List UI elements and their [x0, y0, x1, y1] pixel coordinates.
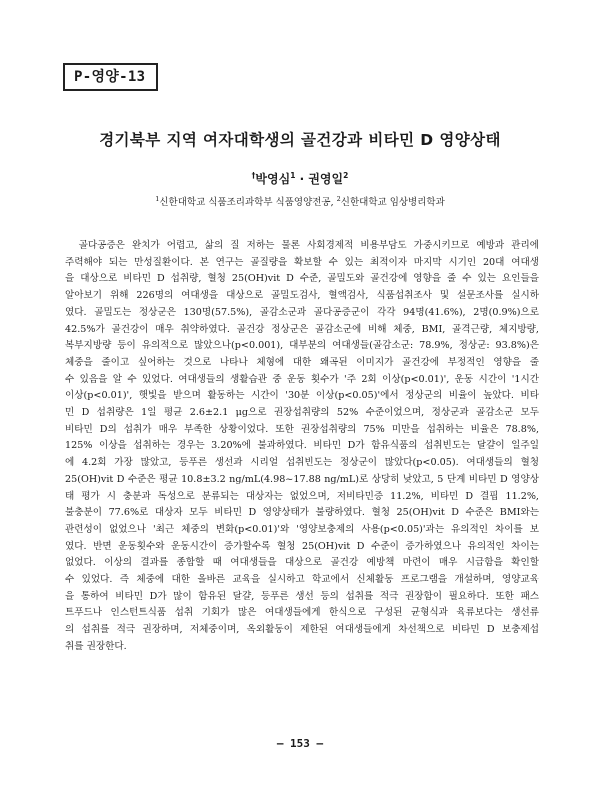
affiliation-2: 신한대학교 임상병리학과	[340, 197, 445, 208]
abstract-line: 25(OH)vit D 수준은 평균 10.8±3.2 ng/mL(4.98~17.88 ng/mL)로 상당히 낮았고, 5 단계 비타민 D 영양상	[65, 473, 539, 485]
abstract-body	[65, 238, 539, 656]
affiliation-line	[0, 194, 600, 208]
page-number: – 153 –	[276, 737, 324, 750]
abstract-line: 이상(p<0.01)', 햇빛을 받으며 활동하는 시간이 '30분 이상(p<0.05)'에서 정상군의 비율이 높았다. 비타	[65, 390, 539, 402]
abstract-line: 트푸드나 인스턴트식품 섭취 기회가 많은 여대생들에게 한식으로 구성된 균형식과 육류보다는 생선류	[65, 607, 539, 619]
author-line	[0, 170, 600, 187]
abstract-line: 42.5%가 골건강이 매우 취약하였다. 골건강 정상군은 골감소군에 비해 체중, BMI, 골격근량, 체지방량,	[65, 323, 539, 335]
abstract-line: 의 섭취를 적극 권장하며, 저체중이며, 옥외활동이 제한된 여대생들에게 차선책으로 비타민 D 보충제섭	[65, 624, 539, 636]
author-2: 권영일	[308, 172, 344, 186]
abstract-line: 체중을 줄이고 싶어하는 것으로 나타나 체형에 대한 왜곡된 이미지가 골건강에 부정적인 영향을 줄	[65, 356, 539, 368]
abstract-line: 알아보기 위해 226명의 여대생을 대상으로 골밀도검사, 혈액검사, 식품섭취조사 및 설문조사를 실시하	[65, 290, 539, 302]
paper-title: 경기북부 지역 여자대학생의 골건강과 비타민 D 영양상태	[99, 131, 501, 149]
abstract-line: 을 통하여 비타민 D가 많이 함유된 달걀, 등푸른 생선 등의 섭취를 적극 권장함이 필요하다. 또한 패스	[65, 590, 539, 602]
abstract-line: 비타민 D의 섭취가 매우 부족한 상황이었다. 또한 권장섭취량의 75% 미만을 섭취하는 비율은 78.8%,	[65, 423, 539, 435]
author-1: 박영심	[255, 172, 291, 186]
author-2-sup: 2	[343, 171, 349, 180]
corresponding-mark: †	[251, 171, 256, 180]
abstract-line: 125% 이상을 섭취하는 경우는 3.20%에 불과하였다. 비타민 D가 함유식품의 섭취빈도는 달걀이 일주일	[65, 440, 539, 452]
abstract-line: 을 대상으로 비타민 D 섭취량, 혈청 25(OH)vit D 수준, 골밀도와 골건강에 영향을 줄 수 있는 요인들을	[65, 273, 539, 285]
abstract-line: 였다. 골밀도는 정상군은 130명(57.5%), 골감소군과 골다공증군이 각각 94명(41.6%), 2명(0.9%)으로	[65, 306, 539, 318]
abstract-line: 민 D 섭취량은 1일 평균 2.6±2.1 μg으로 권장섭취량의 52% 수준이었으며, 정상군과 골감소군 모두	[65, 407, 539, 419]
affiliation-1-sup: 1	[155, 194, 160, 203]
abstract-line: 없었다. 이상의 결과를 종합할 때 여대생들을 대상으로 골건강 예방책 마련이 매우 시급함을 확인할	[65, 557, 539, 569]
abstract-line: 수 있었다. 즉 체중에 대한 올바른 교육을 실시하고 학교에서 신체활동 프로그램을 개설하며, 영양교육	[65, 574, 539, 586]
abstract-line: 수 있음을 알 수 있었다. 여대생들의 생활습관 중 운동 횟수가 '주 2회 이상(p<0.01)', 운동 시간이 '1시간	[65, 373, 539, 385]
abstract-line: 불충분이 77.6%로 대상자 모두 비타민 D 영양상태가 불량하였다. 혈청 25(OH)vit D 수준은 BMI와는	[65, 507, 539, 519]
abstract-line: 였다. 반면 운동횟수와 운동시간이 증가할수록 혈청 25(OH)vit D 수준이 증가하였으나 유의적인 차이는	[65, 540, 539, 552]
affiliation-1: 신한대학교 식품조리과학부 식품영양전공,	[159, 197, 337, 208]
abstract-line: 에 4.2회 가장 많았고, 등푸른 생선과 시리얼 섭취빈도는 정상군이 많았다(p<0.05). 여대생들의 혈청	[65, 457, 539, 469]
affiliation-2-sup: 2	[336, 194, 341, 203]
author-separator: ·	[295, 172, 309, 186]
abstract-line: 주력해야 되는 만성질환이다. 본 연구는 골질량을 확보할 수 있는 최적이자 마지막 시기인 20대 여대생	[65, 256, 539, 268]
abstract-line: 태 평가 시 충분과 독성으로 분류되는 대상자는 없었으며, 저비타민증 11.2%, 비타민 D 결핍 11.2%,	[65, 490, 539, 502]
abstract-line: 관련성이 없었으나 '최근 체중의 변화(p<0.01)'와 '영양보충제의 사용(p<0.05)'과는 유의적인 차이를 보	[65, 523, 539, 535]
abstract-line: 복부지방량 등이 유의적으로 많았으나(p<0.001), 대부분의 여대생들(골감소군: 78.9%, 정상군: 93.8%)은	[65, 340, 539, 352]
author-1-sup: 1	[290, 171, 296, 180]
session-code-box: P-영양-13	[63, 63, 158, 91]
abstract-line: 취를 권장한다.	[65, 640, 127, 652]
abstract-line: 골다공증은 완치가 어렵고, 삶의 질 저하는 물론 사회경제적 비용부담도 가중시키므로 예방과 관리에	[65, 240, 539, 251]
